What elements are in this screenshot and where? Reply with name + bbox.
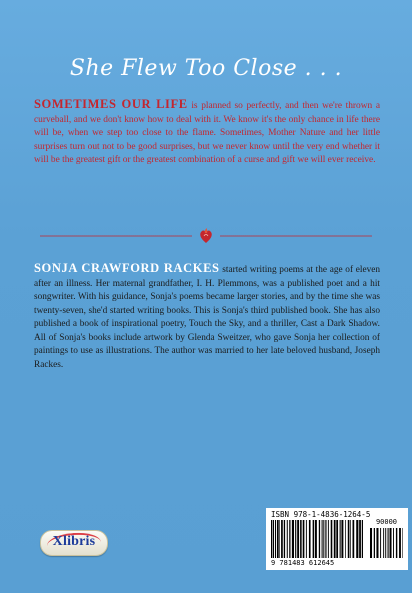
book-title: She Flew Too Close . . . [69, 56, 343, 81]
addon-digits: 90000 [375, 518, 398, 526]
barcode-bar [393, 528, 394, 558]
barcode-bar [313, 520, 314, 558]
barcode-bar [322, 520, 323, 558]
ean-digits: 9 781483 612645 [271, 559, 335, 567]
barcode-bar [385, 528, 386, 558]
barcode-bar [275, 520, 276, 558]
barcode-bar [309, 520, 311, 558]
barcode-bar [350, 520, 351, 558]
barcode-bar [334, 520, 336, 558]
barcode-bar [345, 520, 346, 558]
barcode-bar [331, 520, 333, 558]
barcode-bar [297, 520, 299, 558]
author-bio-text: started writing poems at the age of eleven after an illness. Her maternal grandfather, I. H. Plemmons, was a published poet and a hit songwriter. With his guidance, Sonja's poems became larger stories, and by the time she was twenty-seven, she'd started writing books. This is Sonja's third published book. She has also published a book of inspirational poetry, Touch the Sky, and a thriller, Cast a Dark Shadow. All of Sonja's books include artwork by Glenda Sweitzer, who gave Sonja her collection of paintings to use as illustrations. The author was married to her late beloved husband, Joseph Rackes. [34, 265, 380, 370]
barcode-bar [323, 520, 324, 558]
addon-barcode [370, 528, 403, 558]
barcode-bar [319, 520, 320, 558]
barcode-bar [376, 528, 378, 558]
barcode-bar [370, 528, 372, 558]
blurb-lead: SOMETIMES OUR LIFE [34, 97, 188, 111]
barcode-bar [315, 520, 317, 558]
publisher-logo [40, 530, 108, 556]
barcode-bar [359, 520, 361, 558]
barcode-bar [303, 520, 305, 558]
barcode-bar [306, 520, 307, 558]
barcode-bar [271, 520, 272, 558]
blurb-paragraph [34, 98, 380, 168]
barcode-bar [399, 528, 401, 558]
barcode-bar [380, 528, 381, 558]
isbn-label: ISBN 978-1-4836-1264-5 [271, 510, 371, 519]
barcode-bar [336, 520, 338, 558]
barcode-bar [388, 528, 389, 558]
barcode-bar [396, 528, 397, 558]
barcode-bar [277, 520, 279, 558]
barcode-bar [273, 520, 274, 558]
barcode-bar [362, 520, 363, 558]
barcode-bar [284, 520, 285, 558]
publisher-name: Xlibris [52, 534, 96, 549]
barcode-bar [374, 528, 375, 558]
blurb-text: is planned so perfectly, and then we're thrown a curveball, and we don't know how to deal with it. We know it's the only chance in life there will be, when we step too close to the flame. Sometimes, Mother Nature and her little surprises turn out not to be good surprises, but we never know until the very end whether it will be the greatest gift or the greatest combination of a curse and gift we will ever receive. [34, 101, 380, 166]
barcode-bar [292, 520, 294, 558]
barcode-bar [328, 520, 329, 558]
author-name: SONJA CRAWFORD RACKES [34, 261, 220, 275]
barcode-bar [287, 520, 288, 558]
barcode-bar [300, 520, 302, 558]
barcode-bar [402, 528, 403, 558]
barcode-bar [281, 520, 283, 558]
author-bio [34, 262, 380, 372]
barcode-bar [279, 520, 280, 558]
barcode-panel [266, 508, 408, 570]
barcode-bar [289, 520, 290, 558]
barcode-bar [353, 520, 355, 558]
ean-barcode [271, 520, 363, 558]
barcode-bar [325, 520, 326, 558]
barcode-bar [348, 520, 350, 558]
barcode-bar [356, 520, 358, 558]
barcode-bar [295, 520, 296, 558]
heart-flame-icon [200, 228, 212, 243]
ornamental-divider [40, 228, 372, 244]
barcode-bar [390, 528, 392, 558]
barcode-bar [340, 520, 341, 558]
barcode-bar [383, 528, 384, 558]
barcode-bar [341, 520, 343, 558]
